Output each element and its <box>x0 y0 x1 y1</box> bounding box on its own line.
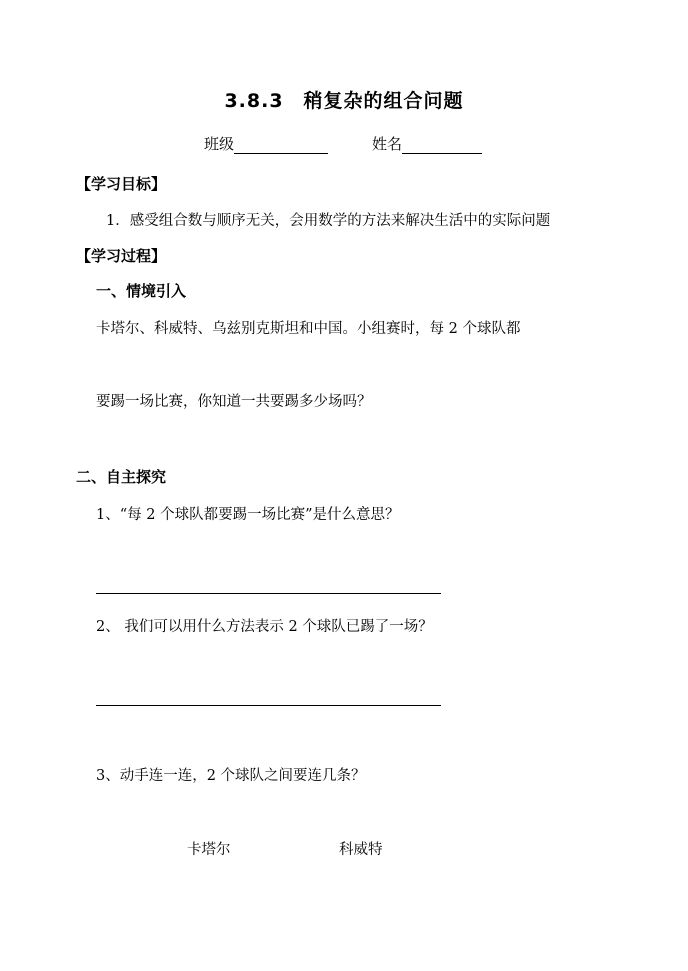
name-field <box>372 133 482 154</box>
question-3: 3、动手连一连，2 个球队之间要连几条？ <box>96 768 366 784</box>
section-explore-heading: 二、自主探究 <box>76 468 167 486</box>
section-intro-heading: 一、情境引入 <box>96 282 187 300</box>
answer-line-1[interactable] <box>96 593 441 594</box>
answer-line-2[interactable] <box>96 705 441 706</box>
objectives-heading: 【学习目标】 <box>76 175 167 193</box>
class-field <box>204 133 328 154</box>
class-blank-line[interactable] <box>234 137 328 154</box>
name-label: 姓名 <box>372 135 403 153</box>
intro-text-line2: 要踢一场比赛，你知道一共要踢多少场吗？ <box>96 394 372 410</box>
process-heading: 【学习过程】 <box>76 247 167 265</box>
team-label-2: 科威特 <box>339 842 383 858</box>
class-label: 班级 <box>204 135 235 153</box>
intro-text-line1: 卡塔尔、科威特、乌兹别克斯坦和中国。小组赛时，每 2 个球队都 <box>96 321 521 337</box>
objective-item: 1．感受组合数与顺序无关，会用数学的方法来解决生活中的实际问题 <box>106 213 551 229</box>
name-blank-line[interactable] <box>402 137 482 154</box>
team-label-1: 卡塔尔 <box>187 842 231 858</box>
question-2: 2、 我们可以用什么方法表示 2 个球队已踢了一场？ <box>96 619 433 635</box>
page-title: 3.8.3 稍复杂的组合问题 <box>224 90 464 112</box>
question-1: 1、“每 2 个球队都要踢一场比赛”是什么意思？ <box>96 507 400 523</box>
